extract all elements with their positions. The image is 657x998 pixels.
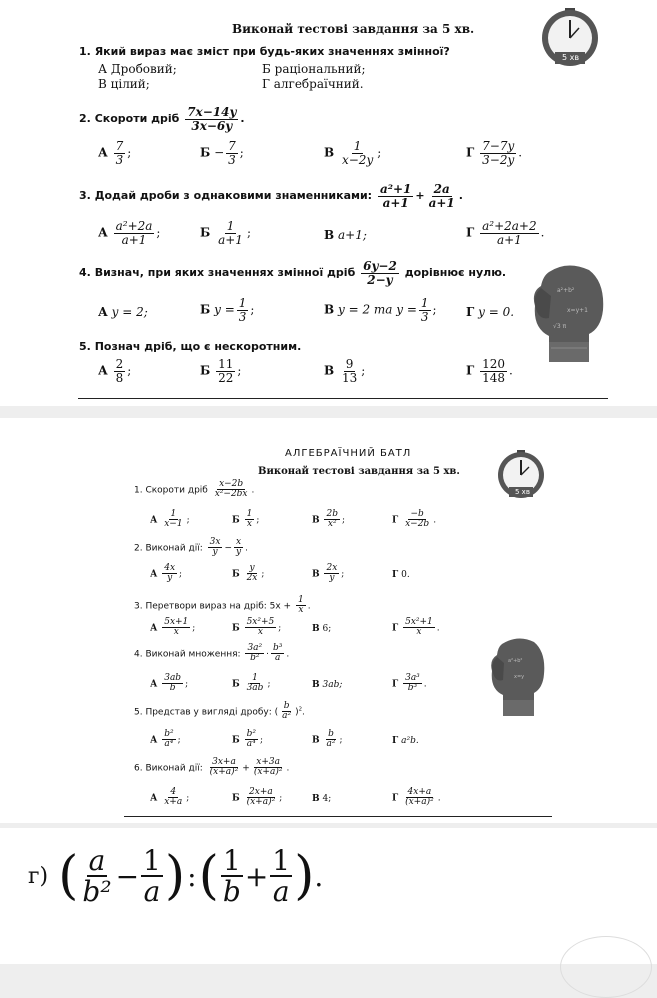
worksheet-2-title: Виконай тестові завдання за 5 хв. [258,466,460,477]
s2-q1-option-v[interactable]: В $\frac{2b}{\text{x²}}$ ; [312,509,346,530]
q4-option-a[interactable]: А y = 2; [98,305,148,319]
q4-option-b[interactable]: Б y = $\frac{1}{3}$ ; [200,296,255,324]
fraction-1-over-a: $\frac{1}{a}$ [143,844,161,909]
q1-option-g[interactable]: Г алгебраїчний. [262,77,364,91]
svg-text:a²+b²: a²+b² [508,658,523,664]
q5-option-b[interactable]: Б $\frac{11}{22}$ ; [200,357,242,385]
s2-question-1: 1. Скороти дріб $\frac{x-2b}{\text{x²−2bx}}$ . [134,479,255,500]
s2-q5-option-a[interactable]: А $\frac{\text{b²}}{\text{a⁴}}$ ; [150,729,181,750]
s2-question-4: 4. Виконай множення: $\frac{\text{3a²}}{\text{b²}}$ · $\frac{\text{b³}}{a}$ . [134,643,290,664]
divider-line [124,816,552,817]
divider-line [78,398,608,399]
s2-question-5: 5. Представ у вигляді дробу: ( $\frac{b}{\text{a²}}$ )$^2$. [134,701,305,722]
s2-q6-option-a[interactable]: А $\frac{4}{x+a}$ ; [150,787,190,808]
q1-option-a[interactable]: А Дробовий; [98,62,177,76]
question-2: 2. Скороти дріб $\frac{7x-14y}{3x-6y}$ . [79,105,245,133]
boxing-glove-icon [527,262,607,370]
svg-text:a²+b²: a²+b² [557,287,575,294]
q3-option-b[interactable]: Б $\frac{1}{a+1}$ ; [200,219,251,247]
q4-option-g[interactable]: Г y = 0. [466,305,515,319]
task-g-expression: г) ( $\frac{a}{\text{b²}}$ − $\frac{1}{a}$ ) : ( $\frac{1}{b}$ + $\frac{1}{a}$ ) . [28,844,324,909]
s2-q4-option-b[interactable]: Б $\frac{1}{3ab}$ ; [232,673,271,694]
svg-text:x=y: x=y [514,674,525,680]
q2-option-v[interactable]: В $\frac{1}{x-2y}$ ; [324,139,382,167]
s2-q4-option-a[interactable]: А $\frac{3ab}{b}$ ; [150,673,189,694]
timer-label: 5 хв [515,488,530,496]
handwritten-task [0,828,657,964]
question-4: 4. Визнач, при яких значеннях змінної дріб $\frac{6y-2}{2-y}$ дорівнює нулю. [79,259,507,287]
svg-text:√3 π: √3 π [553,323,567,330]
q3-option-a[interactable]: А $\frac{\text{a²+2a}}{a+1}$ ; [98,219,161,247]
s2-q6-option-v[interactable]: В 4; [312,794,332,804]
s2-question-3: 3. Перетвори вираз на дріб: 5x + $\frac{1}{x}$ . [134,595,311,616]
worksheet-2 [0,418,657,823]
q2-option-b[interactable]: Б − $\frac{7}{3}$ ; [200,139,244,167]
s2-q5-option-b[interactable]: Б $\frac{\text{b²}}{\text{a⁴}}$ ; [232,729,263,750]
fraction-1-over-a-2: $\frac{1}{a}$ [272,844,291,909]
s2-q2-option-a[interactable]: А $\frac{4x}{y}$ ; [150,563,183,584]
stopwatch-icon [493,450,549,502]
q2-option-a[interactable]: А $\frac{7}{3}$ ; [98,139,132,167]
s2-q3-option-g[interactable]: Г $\frac{\text{5x²+1}}{x}$ . [392,617,440,638]
q2-fraction: $\frac{7x-14y}{3x-6y}$ [187,105,237,133]
s2-q4-option-g[interactable]: Г $\frac{\text{3a³}}{\text{b³}}$ . [392,673,427,694]
q3-option-g[interactable]: Г $\frac{\text{a²+2a+2}}{a+1}$ . [466,219,545,247]
q4-option-v[interactable]: В y = 2 та y = $\frac{1}{3}$ ; [324,296,437,324]
s2-question-6: 6. Виконай дії: $\frac{3x+a}{\text{(x+a)²}}$ + $\frac{x+3a}{\text{(x+a)²}}$ . [134,757,290,778]
s2-q2-option-g[interactable]: Г 0. [392,570,410,580]
svg-text:x=y+1: x=y+1 [567,307,588,314]
q1-option-v[interactable]: В цілий; [98,77,150,91]
question-5: 5. Познач дріб, що є нескоротним. [79,340,302,353]
task-label: г) [28,863,49,889]
worksheet-1 [0,0,657,406]
s2-q5-option-g[interactable]: Г a²b. [392,736,419,746]
s2-q1-option-g[interactable]: Г $\frac{-b}{x-2b}$ . [392,509,437,530]
q5-option-a[interactable]: А $\frac{2}{8}$ ; [98,357,132,385]
fraction-1-over-b: $\frac{1}{b}$ [222,844,241,909]
fraction-a-over-b2: $\frac{a}{\text{b²}}$ [82,844,112,909]
decorative-arc [560,936,652,998]
s2-q4-option-v[interactable]: В 3ab; [312,680,343,690]
s2-q2-option-v[interactable]: В $\frac{2x}{y}$ ; [312,563,345,584]
timer-label: 5 хв [562,53,580,62]
worksheet-2-heading: АЛГЕБРАЇЧНИЙ БАТЛ [285,448,412,459]
q2-option-g[interactable]: Г $\frac{7-7y}{3-2y}$ . [466,139,523,167]
q1-option-b[interactable]: Б раціональний; [262,62,366,76]
s2-q3-option-a[interactable]: А $\frac{5x+1}{x}$ ; [150,617,196,638]
question-3: 3. Додай дроби з однаковими знаменниками: $\frac{\text{a²+1}}{a+1}$ + $\frac{2a}{a+1}$ . [79,182,463,210]
s2-q5-option-v[interactable]: В $\frac{b}{\text{a²}}$ ; [312,729,343,750]
s2-question-2: 2. Виконай дії: $\frac{3x}{y}$ − $\frac{x}{y}$ . [134,537,248,558]
s2-q2-option-b[interactable]: Б $\frac{y}{2x}$ ; [232,563,265,584]
s2-q1-option-b[interactable]: Б $\frac{1}{x}$ ; [232,509,260,530]
q5-option-g[interactable]: Г $\frac{120}{148}$ . [466,357,513,385]
s2-q3-option-b[interactable]: Б $\frac{\text{5x²+5}}{x}$ ; [232,617,282,638]
s2-q1-option-a[interactable]: А $\frac{1}{x-1}$ ; [150,509,190,530]
s2-q6-option-g[interactable]: Г $\frac{4x+a}{\text{(x+a)²}}$ . [392,787,441,808]
worksheet-1-title: Виконай тестові завдання за 5 хв. [232,22,475,36]
boxing-glove-icon [486,636,548,722]
s2-q6-option-b[interactable]: Б $\frac{2x+a}{\text{(x+a)²}}$ ; [232,787,283,808]
s2-q3-option-v[interactable]: В 6; [312,624,332,634]
question-1: 1. Який вираз має зміст при будь-яких значеннях змінної? [79,45,450,58]
stopwatch-icon [535,8,605,70]
q5-option-v[interactable]: В $\frac{9}{13}$ ; [324,357,366,385]
q3-option-v[interactable]: В a+1; [324,228,367,242]
